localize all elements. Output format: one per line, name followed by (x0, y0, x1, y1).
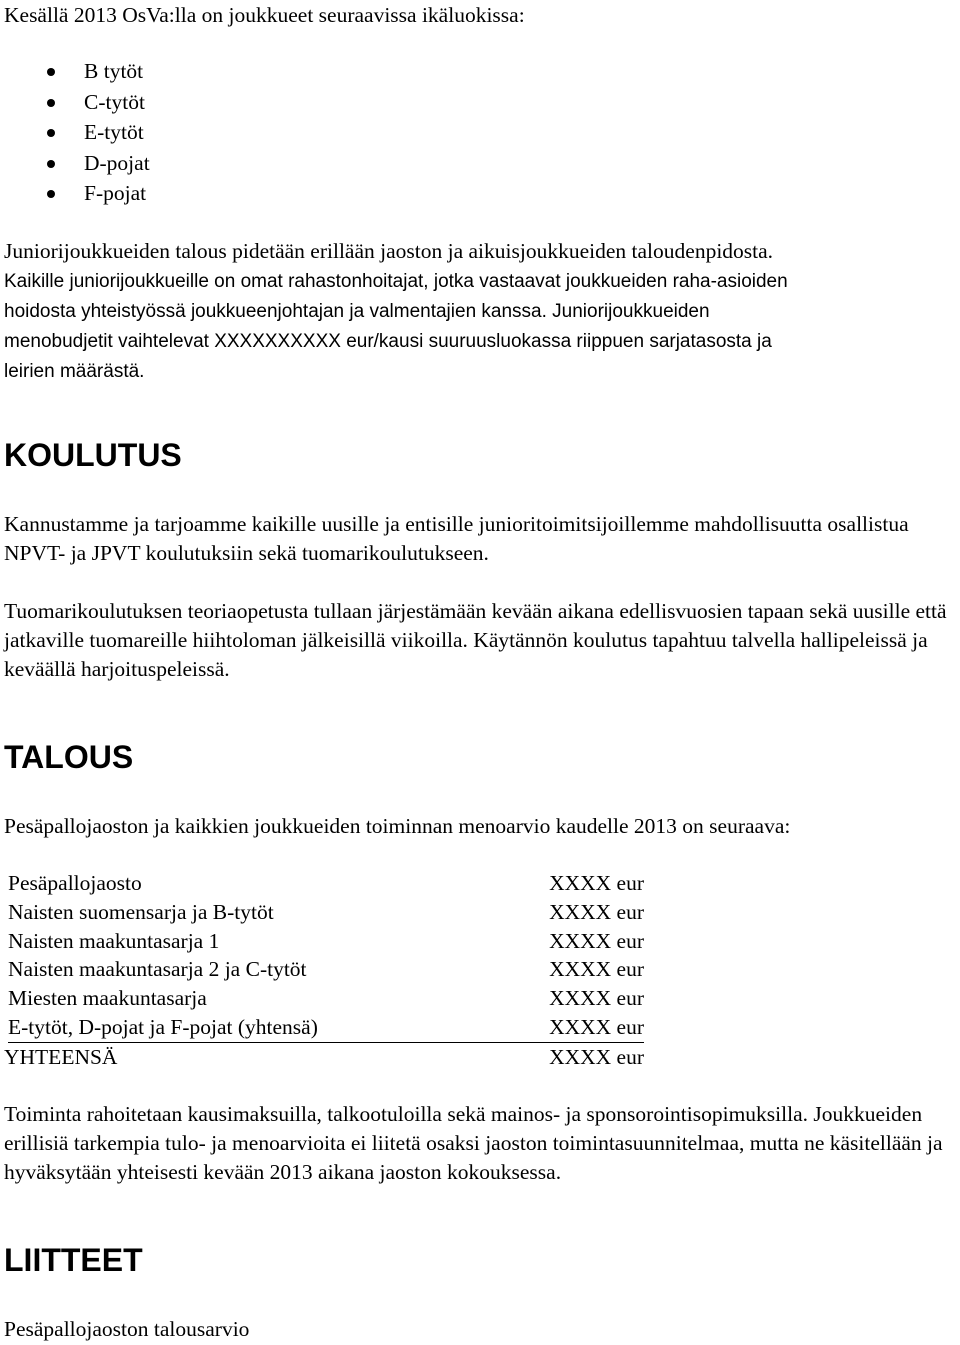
bullet-icon (47, 99, 55, 107)
budget-item-amount: XXXX eur (549, 899, 644, 924)
budget-total-label: YHTEENSÄ (4, 1044, 118, 1069)
bullet-icon (47, 190, 55, 198)
section-heading-liitteet: LIITTEET (4, 1242, 143, 1278)
team-label: B tytöt (84, 59, 144, 83)
talous-intro: Pesäpallojaoston ja kaikkien joukkueiden toiminnan menoarvio kaudelle 2013 on seuraava: (4, 814, 791, 838)
paragraph-line: menobudjetit vaihtelevat XXXXXXXXXX eur/kausi suuruusluokassa riippuen sarjatasosta ja (4, 331, 772, 352)
list-item (0, 56, 150, 87)
paragraph-line: hoidosta yhteistyössä joukkueenjohtajan ja valmentajien kanssa. Juniorijoukkueiden (4, 301, 710, 322)
budget-item-name: Miesten maakuntasarja (8, 986, 207, 1011)
bullet-icon (47, 68, 55, 76)
list-item (0, 148, 150, 179)
list-item (0, 178, 150, 209)
table-row (8, 927, 644, 956)
table-row (8, 955, 644, 984)
section-heading-talous: TALOUS (4, 739, 134, 775)
bullet-icon (47, 160, 55, 168)
team-list (0, 56, 150, 209)
table-row (8, 898, 644, 927)
team-label: C-tytöt (84, 89, 145, 114)
paragraph-line: Juniorijoukkueiden talous pidetään erillään jaoston ja aikuisjoukkueiden taloudenpidosta. (4, 239, 774, 263)
intro-text: Kesällä 2013 OsVa:lla on joukkueet seuraavissa ikäluokissa: (4, 3, 525, 27)
bullet-icon (47, 129, 55, 137)
budget-table (4, 869, 644, 1072)
koulutus-paragraph-2: Tuomarikoulutuksen teoriaopetusta tullaan järjestämään kevään aikana edellisvuosien tapaan sekä uusille että jatkaville tuomareille hiihtoloman jälkeisillä viikoilla. Käytännön koulutus tapahtuu talvella hallipeleissä ja keväällä harjoituspeleissä. (4, 599, 947, 681)
section-heading-koulutus: KOULUTUS (4, 437, 182, 473)
paragraph-line: Kaikille juniorijoukkueille on omat rahastonhoitajat, jotka vastaavat joukkueiden raha-asioiden (4, 271, 788, 292)
team-label: E-tytöt (84, 120, 144, 144)
team-label: D-pojat (84, 150, 150, 175)
budget-total-amount: XXXX eur (549, 1044, 644, 1069)
list-item (0, 117, 150, 148)
budget-item-amount: XXXX eur (549, 986, 644, 1011)
funding-paragraph: Toiminta rahoitetaan kausimaksuilla, talkootuloilla sekä mainos- ja sponsorointisopimuksilla. Joukkueiden erillisiä tarkempia tulo- ja menoarvioita ei liitetä osaksi jaoston toimintasuunnitelmaa, mutta ne käsitellään ja hyväksytään yhteisesti kevään 2013 aikana jaoston kokouksessa. (4, 1102, 943, 1184)
junior-finance-paragraph (4, 237, 960, 386)
budget-item-name: Naisten maakuntasarja 2 ja C-tytöt (8, 957, 307, 982)
budget-item-name: Naisten maakuntasarja 1 (8, 928, 220, 953)
list-item (0, 87, 150, 118)
budget-item-name: Naisten suomensarja ja B-tytöt (8, 899, 274, 924)
budget-item-amount: XXXX eur (549, 928, 644, 953)
attachment-item: Pesäpallojaoston talousarvio (4, 1317, 250, 1341)
budget-item-amount: XXXX eur (549, 957, 644, 982)
budget-item-amount: XXXX eur (549, 871, 644, 895)
paragraph-line: leirien määrästä. (4, 361, 145, 382)
team-label: F-pojat (84, 181, 147, 205)
table-row (8, 869, 644, 898)
budget-item-amount: XXXX eur (549, 1014, 644, 1039)
budget-total-row (4, 1043, 644, 1072)
budget-item-name: E-tytöt, D-pojat ja F-pojat (yhtensä) (8, 1014, 318, 1039)
table-row (8, 1013, 644, 1043)
budget-item-name: Pesäpallojaosto (8, 871, 142, 895)
table-row (8, 984, 644, 1013)
koulutus-paragraph-1: Kannustamme ja tarjoamme kaikille uusille ja entisille junioritoimitsijoillemme mahdollisuutta osallistua NPVT- ja JPVT koulutuksiin sekä tuomarikoulutukseen. (4, 512, 909, 565)
